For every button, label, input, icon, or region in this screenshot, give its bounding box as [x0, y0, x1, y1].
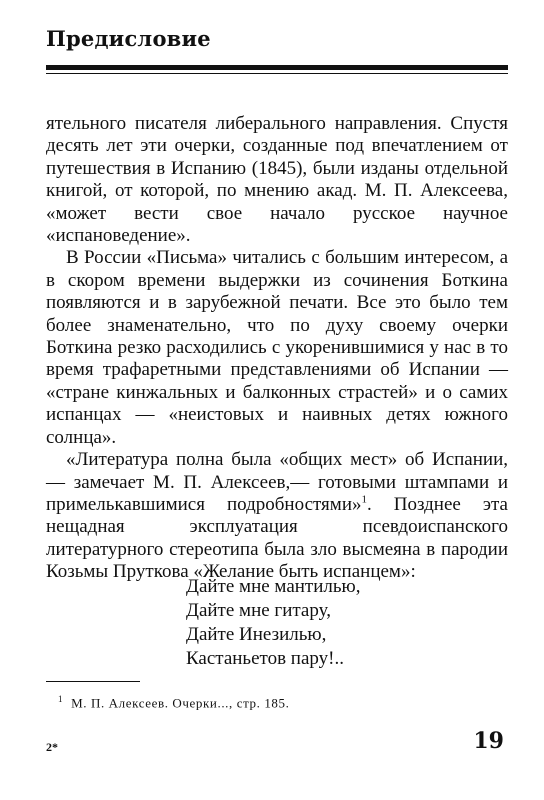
body-text	[46, 113, 508, 584]
running-header: Предисловие	[46, 26, 211, 51]
printer-signature-mark: 2*	[46, 740, 58, 754]
paragraph-1: ятельного писателя либерального направления. Спустя десять лет эти очерки, созданные под впечатлением от путешествия в Испанию (1845), были изданы отдельной книгой, от которой, по мнению акад. М. П. Алексеева, «может вести свое начало русское научное «испановедение».	[46, 113, 508, 247]
paragraph-3	[46, 449, 508, 583]
paragraph-3-part-1: «Литература полна была «общих мест» об Испании,— замечает М. П. Алексеев,— готовыми штампами и примелькавшимися подробностями»	[46, 449, 508, 515]
poem-line: Кастаньетов пару!..	[186, 648, 344, 669]
header-rule-thick	[46, 65, 508, 70]
poem-quote	[186, 575, 360, 671]
footnote-text: М. П. Алексеев. Очерки..., стр. 185.	[71, 695, 290, 711]
paragraph-3-part-2: . Позднее эта нещадная эксплуатация псевдоиспанского литературного стереотипа была зло высмеяна в пародии Козьмы Пруткова «Желание быть испанцем»:	[46, 493, 508, 583]
footnote-separator	[46, 681, 140, 682]
poem-line: Дайте Инезилью,	[186, 624, 327, 645]
footnote-reference[interactable]: 1	[361, 493, 367, 506]
paragraph-2: В России «Письма» читались с большим интересом, а в скором времени выдержки из сочинения Боткина появляются и в зарубежной печати. Все это было тем более знаменательно, что по духу своему очерки Боткина резко расходились с укоренившимися у нас в то время трафаретными представлениями об Испании — «стране кинжальных и балконных страстей» и о самих испанцах — «неистовых и наивных детях южного солнца».	[46, 247, 508, 448]
footnote-marker: 1	[58, 694, 64, 704]
header-rule-thin	[46, 73, 508, 74]
footnote	[58, 694, 289, 711]
poem-line: Дайте мне гитару,	[186, 600, 331, 621]
page-number: 19	[473, 728, 504, 754]
poem-line: Дайте мне мантилью,	[186, 576, 361, 597]
